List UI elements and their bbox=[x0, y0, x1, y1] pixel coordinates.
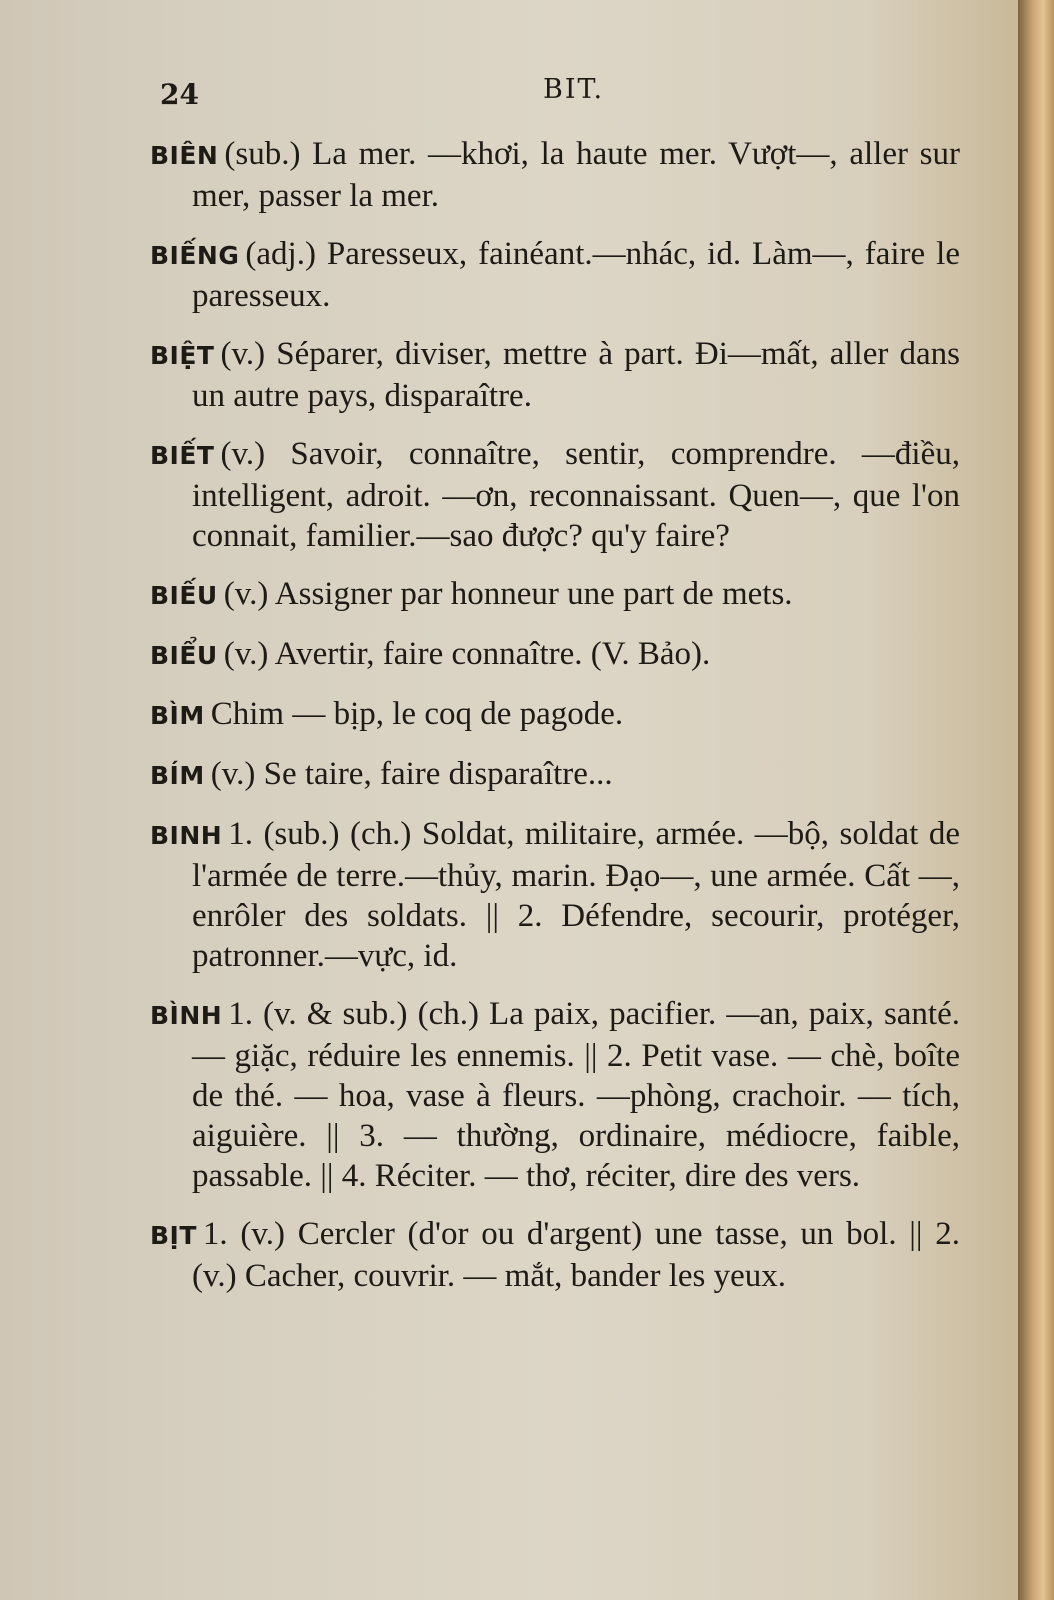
dictionary-entry bbox=[150, 634, 960, 676]
headword: BIỂU bbox=[150, 641, 218, 670]
headword: BIẾU bbox=[150, 581, 218, 610]
headword: BIẾNG bbox=[150, 241, 240, 270]
dictionary-entries bbox=[150, 134, 960, 1314]
dictionary-entry bbox=[150, 754, 960, 796]
definition: (v.) Assigner par honneur une part de mets. bbox=[223, 576, 793, 612]
headword: BIÊN bbox=[150, 141, 219, 170]
definition: (v.) Avertir, faire connaître. (V. Bảo). bbox=[223, 636, 711, 672]
headword: BIẾT bbox=[150, 441, 215, 470]
definition: 1. (v.) Cercler (d'or ou d'argent) une tasse, un bol. || 2. (v.) Cacher, couvrir. — mắt, bander les yeux. bbox=[192, 1216, 960, 1294]
dictionary-entry bbox=[150, 434, 960, 556]
page-header bbox=[160, 74, 960, 118]
definition: 1. (v. & sub.) (ch.) La paix, pacifier. —an, paix, santé. — giặc, réduire les ennemis. || 2. Petit vase. — chè, boîte de thé. — hoa, vase à fleurs. —phòng, crachoir. — tích, aiguière. || 3. — thường, ordinaire, médiocre, faible, passable. || 4. Réciter. — thơ, réciter, dire des vers. bbox=[192, 996, 960, 1194]
page-edge bbox=[1018, 0, 1054, 1600]
dictionary-entry bbox=[150, 1214, 960, 1296]
definition: 1. (sub.) (ch.) Soldat, militaire, armée. —bộ, soldat de l'armée de terre.—thủy, marin. Đạo—, une armée. Cất —, enrôler des soldats. || 2. Défendre, secourir, protéger, patronner.—vực, id. bbox=[192, 816, 960, 974]
definition: (adj.) Paresseux, fainéant.—nhác, id. Làm—, faire le paresseux. bbox=[192, 236, 960, 314]
dictionary-entry bbox=[150, 574, 960, 616]
dictionary-entry bbox=[150, 814, 960, 976]
definition: (v.) Se taire, faire disparaître... bbox=[210, 756, 613, 792]
headword: BÍM bbox=[150, 761, 205, 790]
dictionary-entry bbox=[150, 134, 960, 216]
dictionary-entry bbox=[150, 694, 960, 736]
running-head: BIT. bbox=[543, 74, 605, 105]
dictionary-entry bbox=[150, 234, 960, 316]
headword: BỊT bbox=[150, 1221, 197, 1250]
headword: BIỆT bbox=[150, 341, 215, 370]
headword: BINH bbox=[150, 821, 223, 850]
definition: (v.) Savoir, connaître, sentir, comprendre. —điều, intelligent, adroit. —ơn, reconnaissant. Quen—, que l'on connait, familier.—sao được? qu'y faire? bbox=[192, 436, 960, 554]
definition: (sub.) La mer. —khơi, la haute mer. Vượt—, aller sur mer, passer la mer. bbox=[192, 136, 960, 214]
dictionary-entry bbox=[150, 994, 960, 1196]
page-number: 24 bbox=[160, 78, 199, 111]
definition: (v.) Séparer, diviser, mettre à part. Đi—mất, aller dans un autre pays, disparaître. bbox=[192, 336, 960, 414]
definition: Chim — bịp, le coq de pagode. bbox=[210, 696, 624, 732]
dictionary-entry bbox=[150, 334, 960, 416]
headword: BÌNH bbox=[150, 1001, 223, 1030]
headword: BÌM bbox=[150, 701, 205, 730]
